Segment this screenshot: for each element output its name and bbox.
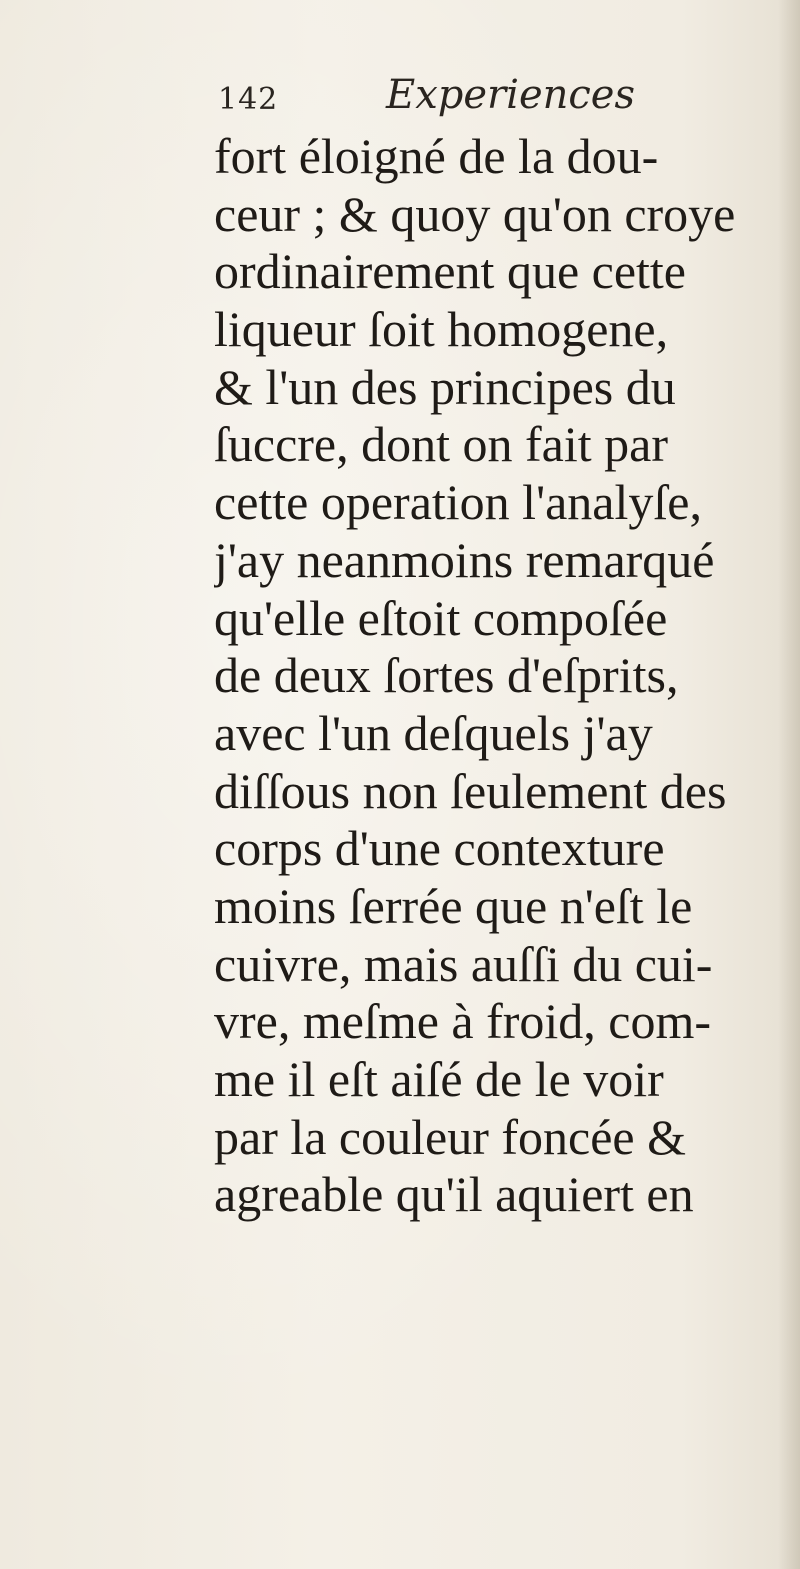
- text-line: liqueur ſoit homogene,: [214, 301, 669, 358]
- text-line: ordinairement que cette: [214, 243, 686, 300]
- text-line-italic-analyse: cette operation l'analyſe,: [214, 474, 702, 531]
- text-line: de deux ſortes d'eſprits,: [214, 647, 679, 704]
- text-line: cuivre, mais auſſi du cui-: [214, 935, 713, 992]
- text-line: ſuccre, dont on fait par: [214, 416, 668, 473]
- text-line: & l'un des principes du: [214, 358, 676, 415]
- page-header: [218, 72, 698, 128]
- page-gutter-shadow: [778, 0, 800, 1569]
- text-line: me il eſt aiſé de le voir: [214, 1051, 664, 1107]
- text-line: avec l'un deſquels j'ay: [214, 704, 653, 761]
- text-line: vre, meſme à froid, com-: [214, 993, 712, 1050]
- text-line: corps d'une contexture: [214, 820, 665, 877]
- body-text: [214, 128, 774, 1224]
- text-line: fort éloigné de la dou-: [214, 128, 659, 184]
- text-line: moins ſerrée que n'eſt le: [214, 877, 693, 934]
- text-line: agreable qu'il aquiert en: [214, 1166, 694, 1223]
- running-title: Experiences: [386, 72, 635, 118]
- text-line: j'ay neanmoins remarqué: [214, 531, 715, 588]
- text-line: diſſous non ſeulement des: [214, 762, 727, 819]
- page-number: 142: [218, 82, 279, 117]
- text-line: qu'elle eſtoit compoſée: [214, 589, 668, 646]
- text-line: ceur ; & quoy qu'on croye: [214, 185, 736, 242]
- text-line: par la couleur foncée &: [214, 1108, 686, 1165]
